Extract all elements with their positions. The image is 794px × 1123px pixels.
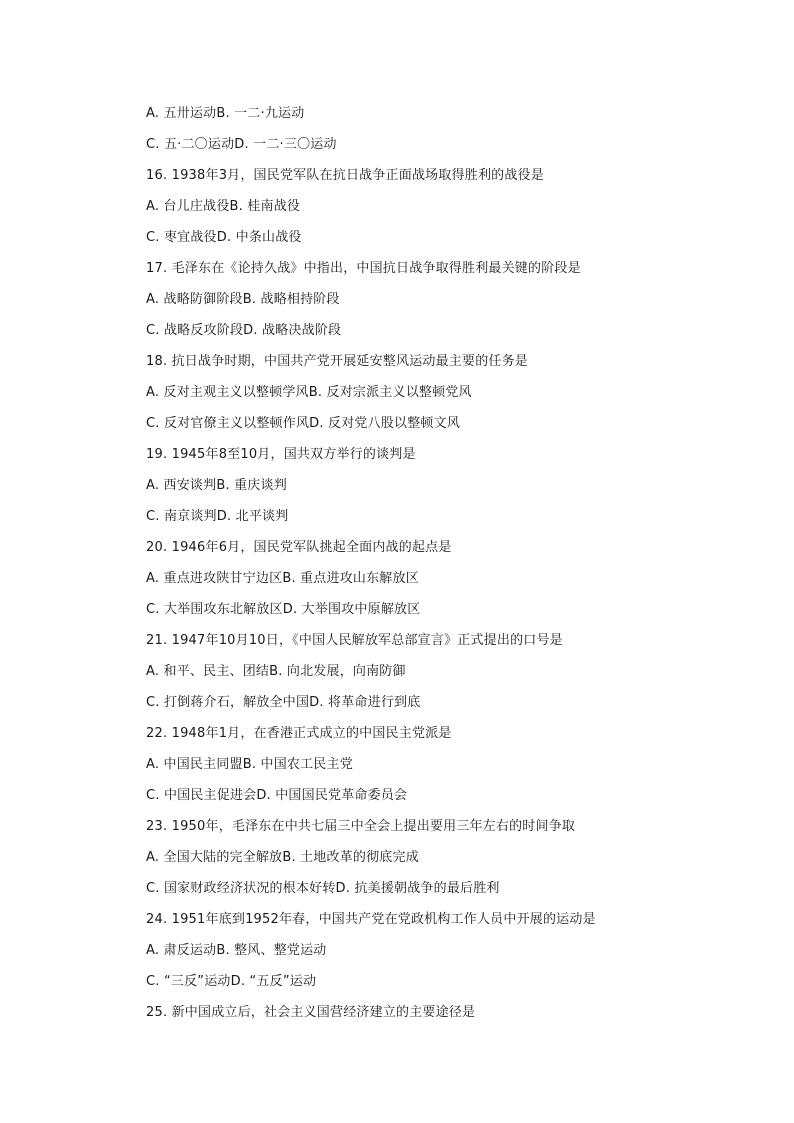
option-line: C. 打倒蒋介石，解放全中国D. 将革命进行到底 [146, 695, 421, 710]
question-18: 18. 抗日战争时期，中国共产党开展延安整风运动最主要的任务是 [146, 354, 529, 369]
option-line: A. 肃反运动B. 整风、整党运动 [146, 943, 327, 958]
option-line: C. 国家财政经济状况的根本好转D. 抗美援朝战争的最后胜利 [146, 881, 500, 896]
option-line: A. 中国民主同盟B. 中国农工民主党 [146, 757, 353, 772]
option-line: C. 五·二〇运动D. 一二·三〇运动 [146, 137, 337, 152]
option-line: A. 战略防御阶段B. 战略相持阶段 [146, 292, 340, 307]
option-line: A. 反对主观主义以整顿学风B. 反对宗派主义以整顿党风 [146, 385, 472, 400]
option-line: C. 战略反攻阶段D. 战略决战阶段 [146, 323, 342, 338]
option-line: C. 南京谈判D. 北平谈判 [146, 509, 289, 524]
question-text-block [146, 102, 746, 1032]
question-24: 24. 1951年底到1952年春，中国共产党在党政机构工作人员中开展的运动是 [146, 912, 596, 927]
question-21: 21. 1947年10月10日，《中国人民解放军总部宣言》正式提出的口号是 [146, 633, 563, 648]
option-line: C. 反对官僚主义以整顿作风D. 反对党八股以整顿文风 [146, 416, 461, 431]
option-line: A. 全国大陆的完全解放B. 土地改革的彻底完成 [146, 850, 419, 865]
option-line: C. 中国民主促进会D. 中国国民党革命委员会 [146, 788, 408, 803]
option-line: A. 重点进攻陕甘宁边区B. 重点进攻山东解放区 [146, 571, 419, 586]
option-line: A. 五卅运动B. 一二·九运动 [146, 106, 305, 121]
question-25: 25. 新中国成立后，社会主义国营经济建立的主要途径是 [146, 1005, 476, 1020]
question-17: 17. 毛泽东在《论持久战》中指出，中国抗日战争取得胜利最关键的阶段是 [146, 261, 581, 276]
option-line: A. 西安谈判B. 重庆谈判 [146, 478, 287, 493]
option-line: C. 大举围攻东北解放区D. 大举围攻中原解放区 [146, 602, 421, 617]
option-line: A. 台儿庄战役B. 桂南战役 [146, 199, 301, 214]
option-line: C. 枣宜战役D. 中条山战役 [146, 230, 302, 245]
option-line: A. 和平、民主、团结B. 向北发展，向南防御 [146, 664, 406, 679]
question-23: 23. 1950年，毛泽东在中共七届三中全会上提出要用三年左右的时间争取 [146, 819, 576, 834]
question-20: 20. 1946年6月，国民党军队挑起全面内战的起点是 [146, 540, 452, 555]
question-22: 22. 1948年1月，在香港正式成立的中国民主党派是 [146, 726, 452, 741]
question-16: 16. 1938年3月，国民党军队在抗日战争正面战场取得胜利的战役是 [146, 168, 544, 183]
option-line: C. “三反”运动D. “五反”运动 [146, 974, 317, 989]
question-19: 19. 1945年8至10月，国共双方举行的谈判是 [146, 447, 416, 462]
